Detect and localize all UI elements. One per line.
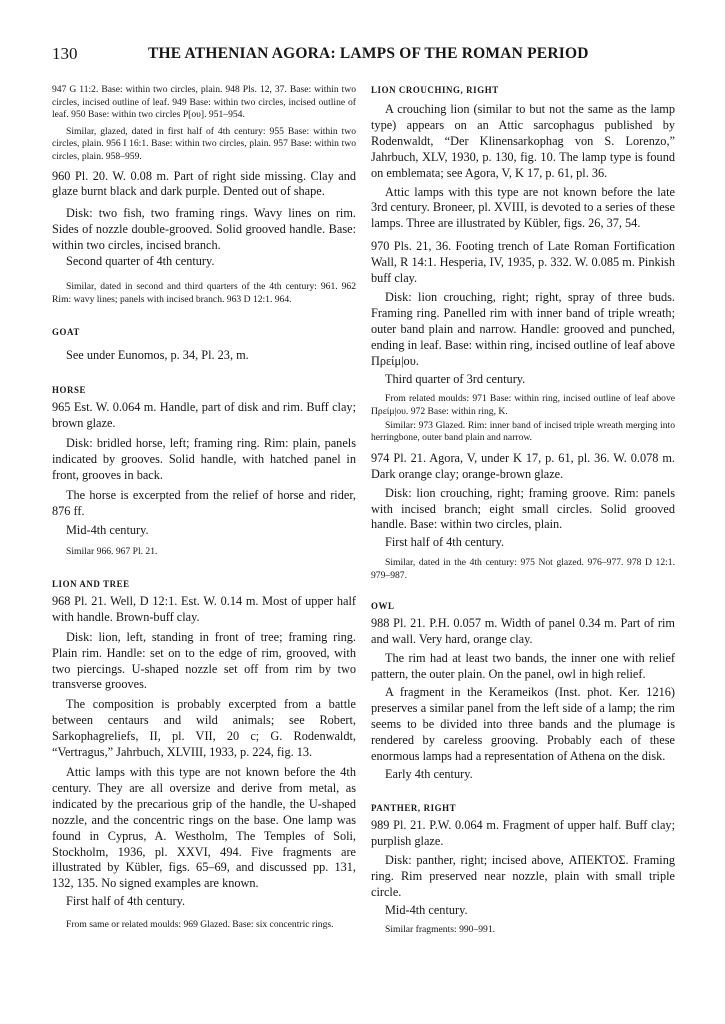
left-column: [52, 84, 356, 932]
entry-988-rim: The rim had at least two bands, the inner one with relief pattern, the outer plain. On the panel, owl in high relief.: [371, 651, 675, 682]
note-990-991: Similar fragments: 990–991.: [385, 923, 496, 935]
entry-965-excerpt: The horse is excerpted from the relief of horse and rider, 876 ff.: [52, 487, 356, 518]
note-961-964: Similar, dated in second and third quarters of the 4th century: 961. 962 Rim: wavy lines; panels with incised branch. 963 D 12:1. 964.: [52, 281, 356, 305]
entry-965: 965 Est. W. 0.064 m. Handle, part of disk and rim. Buff clay; brown glaze.: [52, 400, 356, 430]
note-966-967: Similar 966. 967 Pl. 21.: [66, 546, 158, 558]
entry-974: 974 Pl. 21. Agora, V, under K 17, p. 61, pl. 36. W. 0.078 m. Dark orange clay; orange-brown glaze.: [371, 450, 675, 481]
entry-988-kerameikos: A fragment in the Kerameikos (Inst. phot. Ker. 1216) preserves a similar panel from the left side of a lamp; the rim seems to be divided into three bands and the plumage is rendered by careless grooving. Probably each of these enormous lamps had a representation of Athena on the disk.: [371, 685, 675, 763]
heading-lion-crouching-right: LION CROUCHING, RIGHT: [371, 85, 499, 95]
entry-989-date: Mid-4th century.: [385, 903, 468, 917]
entry-965-date: Mid-4th century.: [66, 523, 149, 538]
entry-947-954: 947 G 11:2. Base: within two circles, plain. 948 Pls. 12, 37. Base: within two circles, incised outline of leaf. 949 Base: within two circles, incised outline of leaf. 950 Base: within two circles P[ου]. 951–954.: [52, 84, 356, 121]
goat-reference: See under Eunomos, p. 34, Pl. 23, m.: [66, 348, 249, 363]
entry-970-date: Third quarter of 3rd century.: [385, 371, 526, 386]
running-title: THE ATHENIAN AGORA: LAMPS OF THE ROMAN PERIOD: [148, 45, 589, 62]
heading-owl: OWL: [371, 601, 395, 612]
heading-panther-right: PANTHER, RIGHT: [371, 803, 457, 814]
entry-988-date: Early 4th century.: [385, 766, 473, 781]
entry-970: 970 Pls. 21, 36. Footing trench of Late Roman Fortification Wall, R 14:1. Hesperia, IV, 1935, p. 332. W. 0.085 m. Pinkish buff clay.: [371, 239, 675, 286]
note-973: Similar: 973 Glazed. Rim: inner band of incised triple wreath merging into herringbone, outer band plain and narrow.: [371, 419, 675, 444]
right-column: [371, 84, 675, 937]
entry-968-attic-lamps: Attic lamps with this type are not known before the 4th century. They are all oversize and derive from metal, as indicated by the precarious grip of the handle, the U-shaped nozzle, and the concentric rings on the base. One lamp was found in Cyprus, A. Westholm, The Temples of Soli, Stockholm, 1936, pl. XXVI, 494. Five fragments are illustrated by Kübler, figs. 65–69, and discussed pp. 131, 132, 135. No signed examples are known.: [52, 765, 356, 891]
page-number: 130: [52, 44, 78, 63]
entry-968-composition: The composition is probably excerpted from a battle between centaurs and wild animals; see Robert, Sarkophagreliefs, II, pl. VII, 20 c; G. Rodenwaldt, “Vertragus,” Jahrbuch, XLVIII, 1933, p. 224, fig. 13.: [52, 697, 356, 760]
entry-974-date: First half of 4th century.: [385, 535, 505, 550]
entry-970-disk: Disk: lion crouching, right; right, spray of three buds. Framing ring. Panelled rim with inner band of triple wreath; outer band plain and narrow. Handle: grooved and punched, ending in leaf. Base: within ring, incised outline of leaf above Πρείμ|ου.: [371, 289, 675, 368]
lion-crouching-attic: Attic lamps with this type are not known before the late 3rd century. Broneer, pl. XVIII, is devoted to a series of these lamps. Three are illustrated by Kübler, figs. 26, 37, 54.: [371, 184, 675, 231]
lion-crouching-intro: A crouching lion (similar to but not the same as the lamp type) appears on an Attic sarcophagus published by Rodenwaldt, “Der Klinensarkophag von S. Lorenzo,” Jahrbuch, XLV, 1930, p. 130, fig. 10. The lamp type is found on emblemata; see Agora, V, K 17, p. 61, pl. 36.: [371, 102, 675, 180]
note-975-987: Similar, dated in the 4th century: 975 Not glazed. 976–977. 978 D 12:1. 979–987.: [371, 557, 675, 581]
entry-960-date: Second quarter of 4th century.: [66, 254, 215, 269]
note-971-972: From related moulds: 971 Base: within ring, incised outline of leaf above Πρείμ|ου. 972 Base: within ring, K.: [371, 393, 675, 417]
heading-lion-and-tree: LION AND TREE: [52, 578, 130, 589]
heading-horse: HORSE: [52, 385, 87, 396]
entry-968-disk: Disk: lion, left, standing in front of tree; framing ring. Plain rim. Handle: set on to the edge of rim, grooved, with two piercings. U-shaped nozzle set off from rim by two transverse grooves.: [52, 629, 356, 692]
entry-968: 968 Pl. 21. Well, D 12:1. Est. W. 0.14 m. Most of upper half with handle. Brown-buff clay.: [52, 593, 356, 624]
entry-988: 988 Pl. 21. P.H. 0.057 m. Width of panel 0.34 m. Part of rim and wall. Very hard, orange clay.: [371, 616, 675, 647]
entry-960-disk: Disk: two fish, two framing rings. Wavy lines on rim. Sides of nozzle double-grooved. Solid grooved handle. Base: within two circles, incised branch.: [52, 206, 356, 253]
entry-974-disk: Disk: lion crouching, right; framing groove. Rim: panels with incised branch; eight small circles. Solid grooved handle. Base: within two circles, plain.: [371, 485, 675, 532]
entry-968-date: First half of 4th century.: [66, 894, 186, 909]
entry-965-disk: Disk: bridled horse, left; framing ring. Rim: plain, panels indicated by grooves. Solid handle, with hatched panel in front, grooves in back.: [52, 435, 356, 482]
entry-989-disk: Disk: panther, right; incised above, ΑΠΕΚΤΟΣ. Framing ring. Rim preserved near nozzle, plain with small triple circle.: [371, 853, 675, 900]
note-955-959: Similar, glazed, dated in first half of 4th century: 955 Base: within two circles, plain. 956 I 16:1. Base: within two circles, plain. 957 Base: within two circles, plain. 958–959.: [52, 125, 356, 162]
entry-989: 989 Pl. 21. P.W. 0.064 m. Fragment of upper half. Buff clay; purplish glaze.: [371, 818, 675, 849]
heading-goat: GOAT: [52, 327, 80, 338]
note-969: From same or related moulds: 969 Glazed. Base: six concentric rings.: [66, 919, 334, 931]
page-header: [52, 44, 667, 66]
entry-960: 960 Pl. 20. W. 0.08 m. Part of right side missing. Clay and glaze burnt black and dark purple. Dented out of shape.: [52, 168, 356, 199]
